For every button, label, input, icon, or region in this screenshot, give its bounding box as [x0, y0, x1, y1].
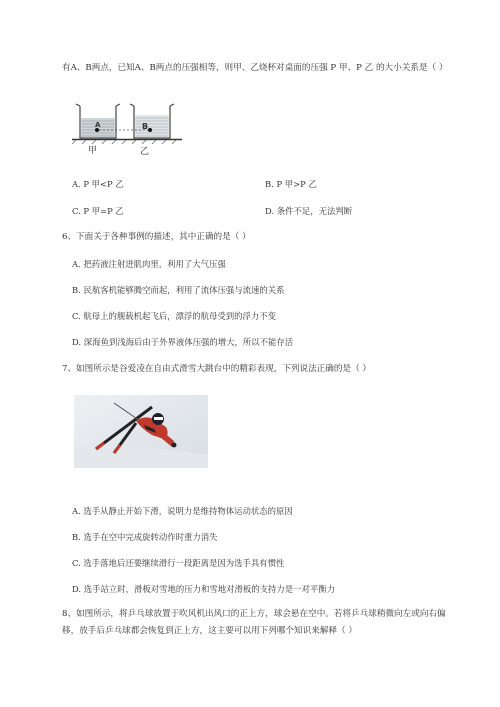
- point-b-dot: [148, 128, 152, 132]
- q6-option-a: A. 把药液注射进肌肉里，利用了大气压强: [72, 259, 226, 269]
- question-6-stem: 6、下面关于各种事例的描述，其中正确的是（ ）: [62, 232, 251, 242]
- question-8-stem-line-1: 8、如图所示，将乒乓球放置于吹风机出风口的正上方，球会悬在空中。若将乒乓球稍微向左或向右偏: [62, 609, 446, 619]
- cup-right-label: 乙: [140, 147, 150, 157]
- q5-option-a: A. P 甲<P 乙: [72, 179, 124, 189]
- q6-option-c: C. 航母上的舰载机起飞后，漂浮的航母受到的浮力不变: [72, 311, 277, 321]
- question-5-stem: 有A、B两点，已知A、B两点的压强相等，则甲、乙烧杯对桌面的压强 P 甲、P 乙 的大小关系是（ ）: [62, 63, 448, 73]
- q6-option-d: D. 深海鱼到浅海后由于外界液体压强的增大，所以不能存活: [72, 337, 294, 347]
- question-8-stem-line-2: 移，放手后乒乓球都会恢复到正上方，这主要可以用下列哪个知识来解释（ ）: [62, 626, 357, 636]
- q5-option-c: C. P 甲=P 乙: [72, 206, 124, 216]
- q7-option-a: A. 选手从静止开始下滑，说明力是维持物体运动状态的原因: [72, 506, 293, 516]
- q7-option-d: D. 选手站立时，滑板对雪地的压力和雪地对滑板的支持力是一对平衡力: [72, 584, 335, 594]
- q5-option-d: D. 条件不足，无法判断: [265, 206, 353, 216]
- cup-left-label: 甲: [88, 146, 98, 156]
- skier-photo: [74, 395, 208, 468]
- question-7-stem: 7、如图所示是谷爱凌在自由式滑雪大跳台中的精彩表现，下列说法正确的是（ ）: [62, 364, 371, 374]
- point-b-label: B: [142, 122, 149, 131]
- q7-option-b: B. 选手在空中完成旋转动作时重力消失: [72, 532, 218, 542]
- q7-option-c: C. 选手落地后还要继续滑行一段距离是因为选手具有惯性: [72, 558, 285, 568]
- q5-option-b: B. P 甲>P 乙: [265, 179, 317, 189]
- point-a-label: A: [95, 121, 101, 129]
- q6-option-b: B. 民航客机能够腾空而起，利用了流体压强与流速的关系: [72, 285, 285, 295]
